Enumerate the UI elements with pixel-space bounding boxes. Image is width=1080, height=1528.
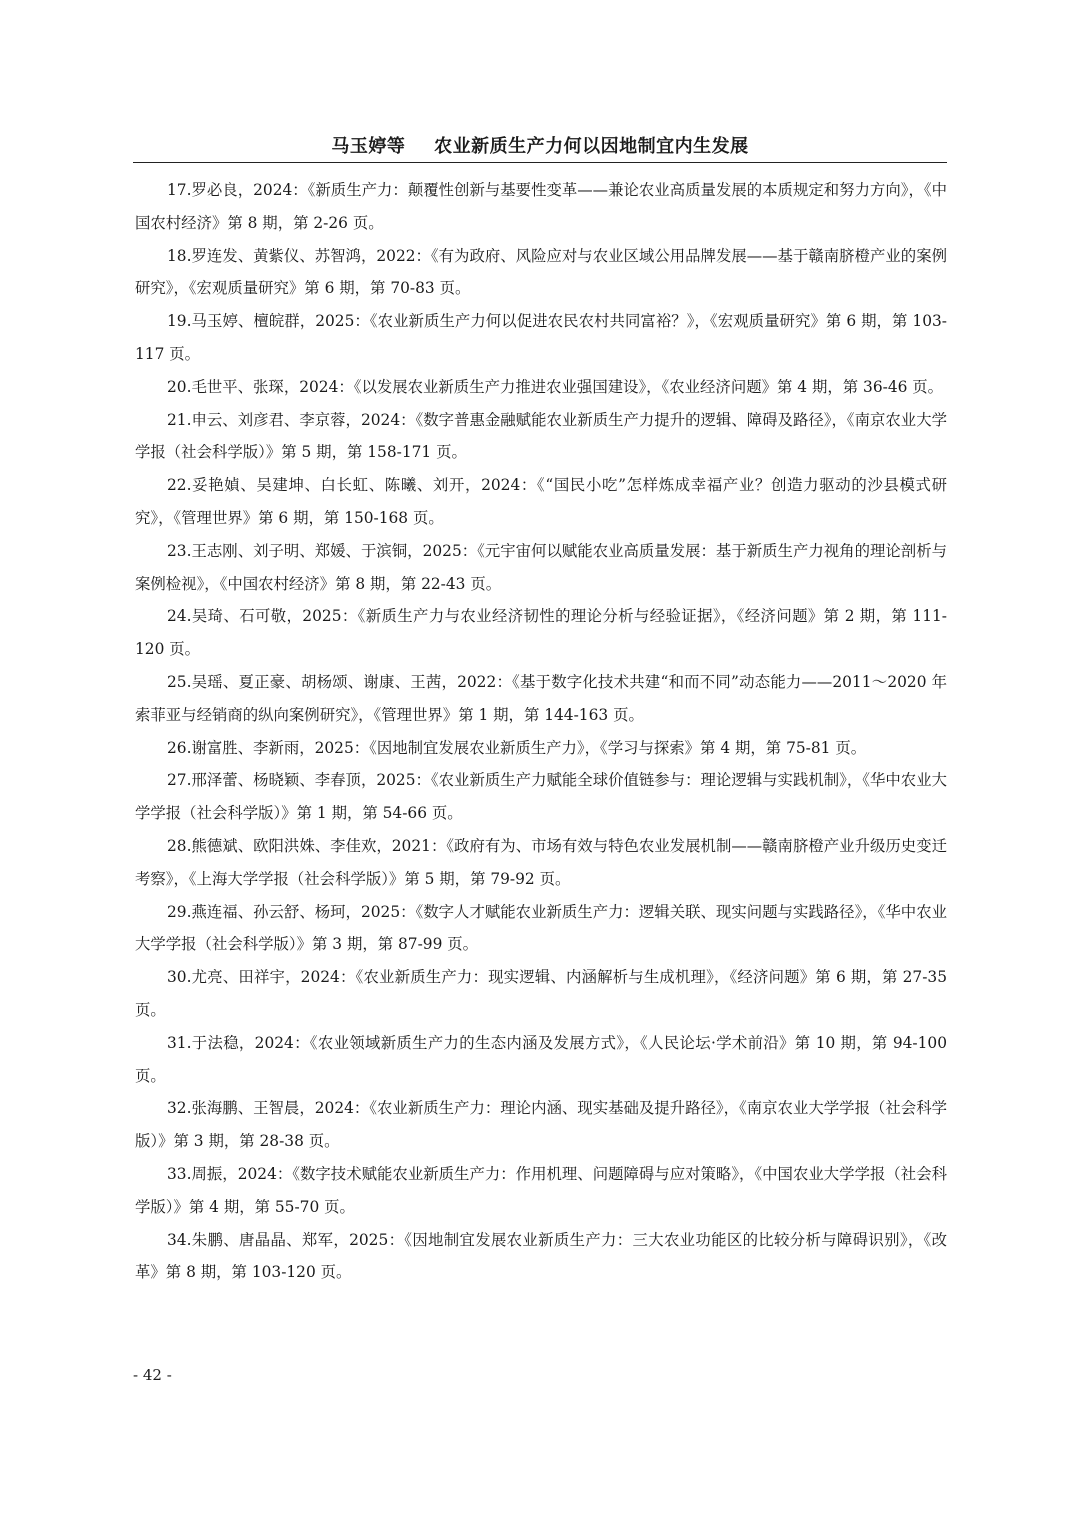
reference-item: 19.马玉婷、檀皖群，2025：《农业新质生产力何以促进农民农村共同富裕？》，《宏观质量研究》第 6 期，第 103-117 页。 bbox=[135, 312, 947, 363]
reference-item: 25.吴瑶、夏正豪、胡杨颂、谢康、王茜，2022：《基于数字化技术共建“和而不同”动态能力——2011～2020 年索菲亚与经销商的纵向案例研究》，《管理世界》第 1 期，第 144-163 页。 bbox=[135, 672, 947, 724]
reference-item: 23.王志刚、刘子明、郑媛、于滨铜，2025：《元宇宙何以赋能农业高质量发展：基于新质生产力视角的理论剖析与案例检视》，《中国农村经济》第 8 期，第 22-43 页。 bbox=[135, 541, 947, 593]
reference-item: 31.于法稳，2024：《农业领域新质生产力的生态内涵及发展方式》，《人民论坛·学术前沿》第 10 期，第 94-100 页。 bbox=[135, 1033, 947, 1085]
reference-item: 32.张海鹏、王智晨，2024：《农业新质生产力：理论内涵、现实基础及提升路径》，《南京农业大学学报（社会科学版）》第 3 期，第 28-38 页。 bbox=[135, 1099, 947, 1151]
reference-item: 34.朱鹏、唐晶晶、郑军，2025：《因地制宜发展农业新质生产力：三大农业功能区的比较分析与障碍识别》，《改革》第 8 期，第 103-120 页。 bbox=[135, 1230, 947, 1282]
reference-item: 20.毛世平、张琛，2024：《以发展农业新质生产力推进农业强国建设》，《农业经济问题》第 4 期，第 36-46 页。 bbox=[167, 377, 944, 396]
running-header bbox=[133, 133, 947, 161]
reference-item: 27.邢泽蕾、杨晓颖、李春顶，2025：《农业新质生产力赋能全球价值链参与：理论逻辑与实践机制》，《华中农业大学学报（社会科学版）》第 1 期，第 54-66 页。 bbox=[135, 771, 947, 823]
reference-item: 29.燕连福、孙云舒、杨珂，2025：《数字人才赋能农业新质生产力：逻辑关联、现实问题与实践路径》，《华中农业大学学报（社会科学版）》第 3 期，第 87-99 页。 bbox=[135, 902, 947, 954]
page-number: - 42 - bbox=[133, 1366, 172, 1384]
reference-item: 33.周振，2024：《数字技术赋能农业新质生产力：作用机理、问题障碍与应对策略》，《中国农业大学学报（社会科学版）》第 4 期，第 55-70 页。 bbox=[135, 1164, 947, 1216]
reference-item: 21.申云、刘彦君、李京蓉，2024：《数字普惠金融赋能农业新质生产力提升的逻辑、障碍及路径》，《南京农业大学学报（社会科学版）》第 5 期，第 158-171 页。 bbox=[135, 410, 947, 462]
reference-item: 24.吴琦、石可敬，2025：《新质生产力与农业经济韧性的理论分析与经验证据》，《经济问题》第 2 期，第 111-120 页。 bbox=[135, 607, 947, 659]
reference-item: 28.熊德斌、欧阳洪姝、李佳欢，2021：《政府有为、市场有效与特色农业发展机制——赣南脐橙产业升级历史变迁考察》，《上海大学学报（社会科学版）》第 5 期，第 79-92 页。 bbox=[135, 836, 947, 888]
reference-item: 26.谢富胜、李新雨，2025：《因地制宜发展农业新质生产力》，《学习与探索》第 4 期，第 75-81 页。 bbox=[167, 738, 867, 757]
header-rule bbox=[133, 162, 947, 163]
reference-list bbox=[135, 174, 947, 1289]
reference-item: 30.尤亮、田祥宇，2024：《农业新质生产力：现实逻辑、内涵解析与生成机理》，《经济问题》第 6 期，第 27-35 页。 bbox=[135, 968, 947, 1019]
reference-item: 22.妥艳媜、吴建坤、白长虹、陈曦、刘开，2024：《“国民小吃”怎样炼成幸福产业？创造力驱动的沙县模式研究》，《管理世界》第 6 期，第 150-168 页。 bbox=[135, 476, 947, 527]
reference-item: 18.罗连发、黄紫仪、苏智鸿，2022：《有为政府、风险应对与农业区域公用品牌发展——基于赣南脐橙产业的案例研究》，《宏观质量研究》第 6 期，第 70-83 页。 bbox=[135, 246, 947, 298]
header-title: 农业新质生产力何以因地制宜内生发展 bbox=[434, 136, 749, 157]
header-authors: 马玉婷等 bbox=[331, 136, 406, 157]
reference-item: 17.罗必良，2024：《新质生产力：颠覆性创新与基要性变革——兼论农业高质量发展的本质规定和努力方向》，《中国农村经济》第 8 期，第 2-26 页。 bbox=[135, 181, 947, 232]
